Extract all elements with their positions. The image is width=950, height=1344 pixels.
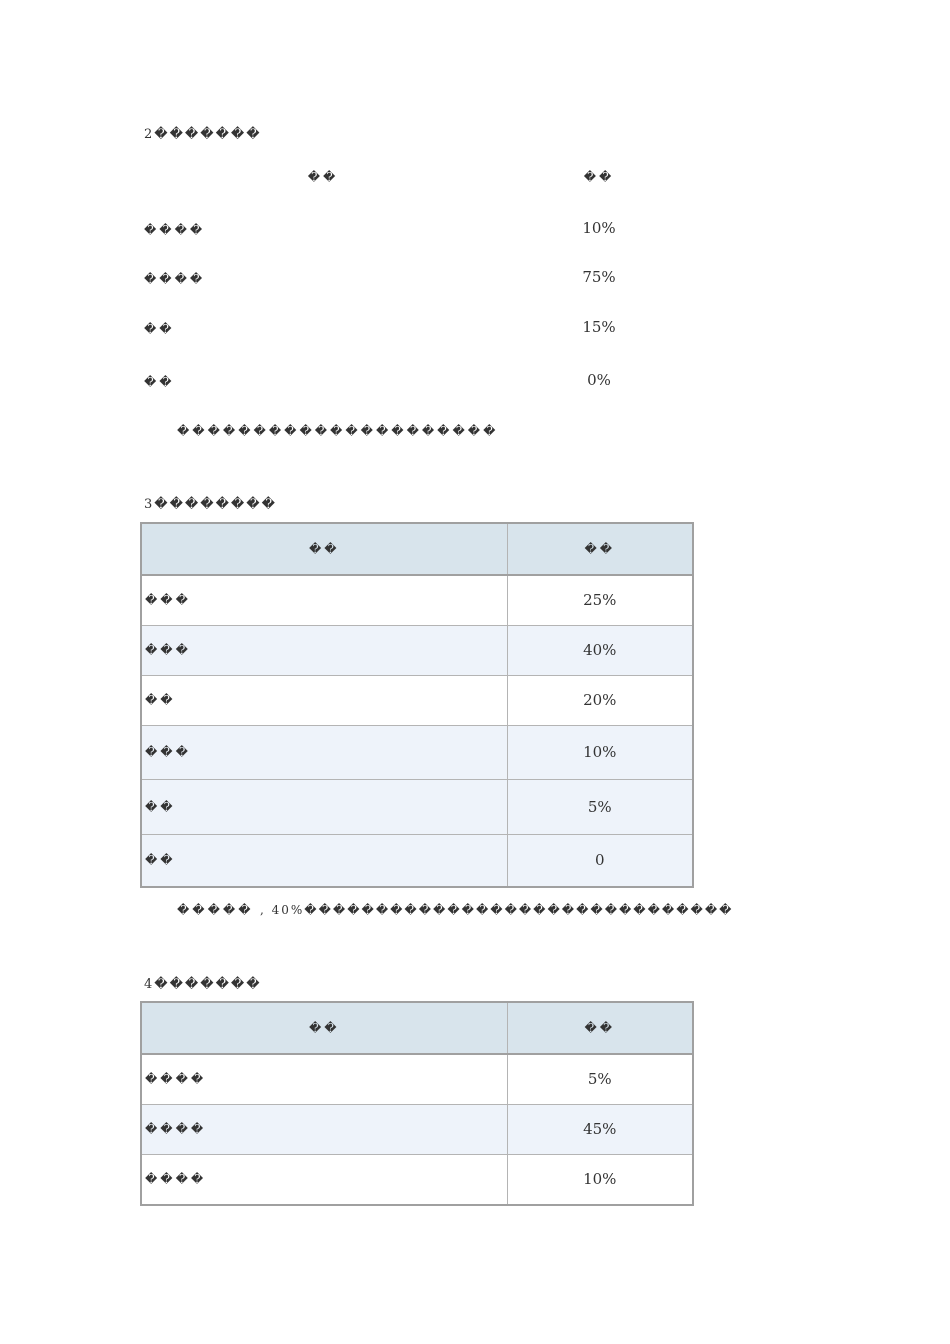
section-3-note-prefix: ����� (177, 903, 254, 917)
row-value: 15% (582, 318, 616, 336)
row-label: ��� (141, 575, 507, 625)
column-header-option: �� (141, 1002, 507, 1054)
table-header-row (141, 523, 693, 575)
table-row (141, 1054, 693, 1104)
row-value: 5% (507, 1054, 693, 1104)
section-2-heading: 2������� (144, 127, 262, 142)
column-header-option: �� (141, 523, 507, 575)
table-row (141, 625, 693, 675)
row-value: 0% (587, 371, 611, 389)
table-row (140, 371, 692, 395)
row-value: 0 (507, 834, 693, 887)
row-value: 20% (507, 675, 693, 725)
section-3-heading: 3�������� (144, 497, 277, 512)
table-header-row (140, 170, 692, 194)
row-label: ���� (141, 1054, 507, 1104)
column-header-option: �� (307, 170, 339, 184)
row-value: 40% (507, 625, 693, 675)
section-4-table (140, 1001, 694, 1206)
row-value: 10% (582, 219, 616, 237)
row-label: ���� (141, 1154, 507, 1205)
section-2-note: ��������������������� (177, 424, 499, 438)
row-label: �� (141, 779, 507, 834)
row-label: �� (141, 834, 507, 887)
table-row (141, 834, 693, 887)
row-label: ��� (141, 725, 507, 779)
column-header-ratio: �� (507, 1002, 693, 1054)
column-header-ratio: �� (507, 523, 693, 575)
section-4-heading: 4������� (144, 977, 262, 992)
row-value: 10% (507, 1154, 693, 1205)
row-label: ���� (141, 1104, 507, 1154)
row-value: 75% (582, 268, 616, 286)
row-value: 10% (507, 725, 693, 779)
table-row (141, 675, 693, 725)
row-label: �� (144, 375, 175, 389)
row-value: 25% (507, 575, 693, 625)
row-label: ���� (144, 272, 206, 286)
table-row (140, 219, 692, 243)
row-label: �� (141, 675, 507, 725)
row-label: �� (144, 322, 175, 336)
table-row (141, 725, 693, 779)
section-3-note-suffix: , 40%������������������������������ (260, 903, 734, 917)
row-label: ���� (144, 223, 206, 237)
table-row (141, 1154, 693, 1205)
table-header-row (141, 1002, 693, 1054)
section-3-table (140, 522, 694, 888)
table-row (140, 268, 692, 292)
table-row (141, 1104, 693, 1154)
table-row (141, 779, 693, 834)
row-value: 45% (507, 1104, 693, 1154)
column-header-ratio: �� (583, 170, 615, 184)
row-label: ��� (141, 625, 507, 675)
table-row (140, 318, 692, 342)
table-row (141, 575, 693, 625)
row-value: 5% (507, 779, 693, 834)
